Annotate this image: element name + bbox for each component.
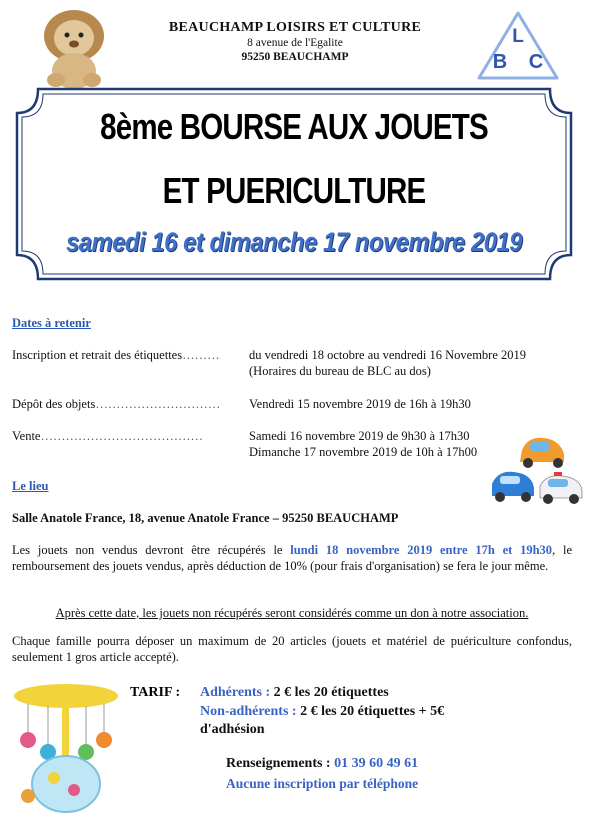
title-dates: samedi 16 et dimanche 17 novembre 2019 [65,227,523,257]
logo-letter-l: L [512,26,524,47]
org-name: BEAUCHAMP LOISIRS ET CULTURE [168,20,422,35]
title-line-1: 8ème BOURSE AUX JOUETS [100,106,488,147]
venue-address: Salle Anatole France, 18, avenue Anatole France – 95250 BEAUCHAMP [12,511,399,525]
title-banner [14,86,574,282]
lion-toy-image [30,6,118,92]
title-line-2: ET PUERICULTURE [162,170,426,211]
date-label-depot: Dépôt des objets………………………… [12,397,221,411]
date-value-vente-sun: Dimanche 17 novembre 2019 de 10h à 17h00 [249,445,478,459]
no-phone-registration-note: Aucune inscription par téléphone [226,776,419,791]
organization-header [130,20,460,64]
pickup-paragraph: Les jouets non vendus devront être récupérés le lundi 18 novembre 2019 entre 17h et 19h30, le remboursement des jouets vendus, après déduction de 10% (pour frais d'organisation) se fera le jour même. [12,543,573,573]
date-value-vente-sat: Samedi 16 novembre 2019 de 9h30 à 17h30 [249,429,470,443]
dates-heading: Dates à retenir [12,316,91,330]
tarif-non-adherents: Non-adhérents : 2 € les 20 étiquettes + 5€ [200,704,445,719]
info-phone: 01 39 60 49 61 [334,756,419,771]
tarif-adherents: Adhérents : 2 € les 20 étiquettes [200,685,389,700]
logo-letter-c: C [528,51,544,73]
blc-logo [476,10,560,82]
org-address-city: 95250 BEAUCHAMP [241,51,349,63]
date-value-depot: Vendredi 15 novembre 2019 de 16h à 19h30 [249,397,471,411]
tarif-block [130,684,180,702]
logo-letter-b: B [492,51,508,73]
date-label-inscription: Inscription et retrait des étiquettes……… [12,348,220,362]
baby-mobile-image [8,678,126,818]
donation-paragraph: Après cette date, les jouets non récupérés seront considérés comme un don à notre association. [55,606,529,620]
date-value-inscription: du vendredi 18 octobre au vendredi 16 Novembre 2019 [249,348,527,362]
date-label-vente: Vente………………………………… [12,429,203,443]
tarif-adhesion: d'adhésion [200,722,265,737]
org-address-street: 8 avenue de l'Egalite [247,37,343,49]
date-value-inscription-note: (Horaires du bureau de BLC au dos) [249,364,431,378]
pickup-date: lundi 18 novembre 2019 entre 17h et 19h30 [290,543,553,557]
tarif-label: TARIF : [130,685,181,700]
lieu-heading: Le lieu [12,479,49,493]
toy-cars-image [490,432,586,508]
max-articles-paragraph: Chaque famille pourra déposer un maximum de 20 articles (jouets et matériel de puériculture confondus, seulement 1 gros article accepté). [12,634,572,664]
info-line: Renseignements : 01 39 60 49 61 [226,756,419,771]
